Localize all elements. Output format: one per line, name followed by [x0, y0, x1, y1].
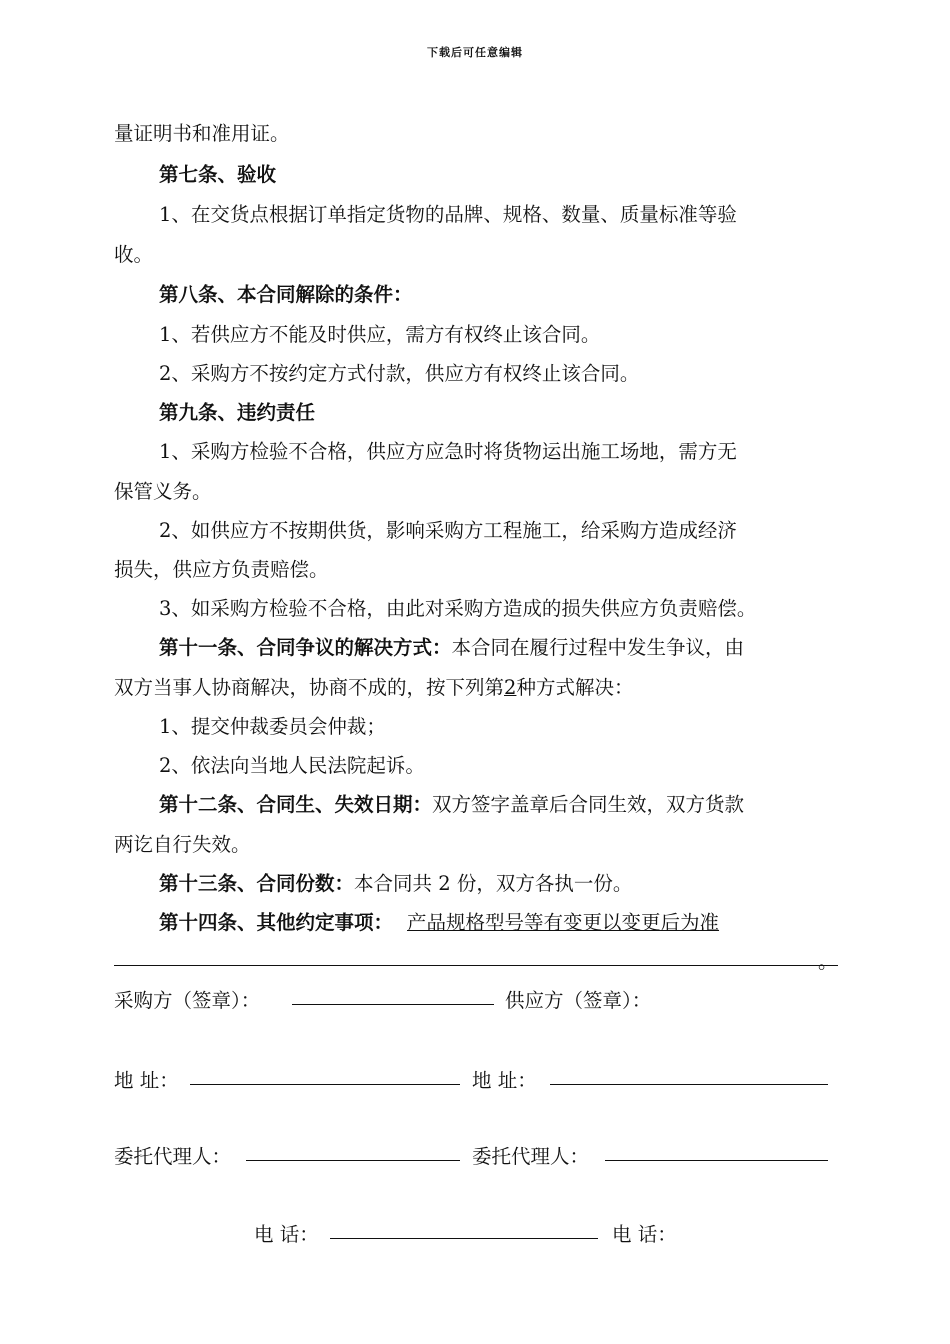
supplier-agent-line [605, 1160, 828, 1161]
article-11-line-2 [114, 672, 633, 700]
article-8-item-2: 2、采购方不按约定方式付款，供应方有权终止该合同。 [159, 362, 640, 385]
article-9-item-1-cont: 保管义务。 [114, 480, 212, 503]
article-13-title: 第十三条、合同份数： [159, 872, 355, 895]
article-11-option-number: 2 [504, 676, 517, 699]
article-11-text: 本合同在履行过程中发生争议，由 [451, 636, 745, 659]
article-7-item-1: 1、在交货点根据订单指定货物的品牌、规格、数量、质量标准等验 [159, 203, 737, 226]
buyer-signature-line [292, 1004, 494, 1005]
buyer-signature-label: 采购方（签章）： [114, 989, 261, 1012]
buyer-agent-line [246, 1160, 460, 1161]
article-7-item-1-cont: 收。 [114, 243, 154, 266]
fill-line-article-14 [114, 965, 838, 966]
article-11-title: 第十一条、合同争议的解决方式： [159, 636, 452, 659]
supplier-agent-label: 委托代理人： [472, 1145, 590, 1168]
article-7-title: 第七条、验收 [159, 163, 277, 186]
article-11-line [159, 632, 744, 660]
buyer-address-label: 地 址： [114, 1069, 179, 1092]
article-12-text: 双方签字盖章后合同生效，双方货款 [432, 793, 745, 816]
buyer-agent-label: 委托代理人： [114, 1145, 232, 1168]
supplier-phone-label: 电 话： [612, 1223, 677, 1246]
supplier-address-line [550, 1084, 828, 1085]
article-14-title: 第十四条、其他约定事项： [159, 911, 394, 934]
page-header: 下载后可任意编辑 [427, 46, 523, 59]
article-9-item-3: 3、如采购方检验不合格，由此对采购方造成的损失供应方负责赔偿。 [159, 597, 757, 620]
article-14-text: 产品规格型号等有变更以变更后为准 [407, 911, 720, 934]
article-11-item-1: 1、提交仲裁委员会仲裁； [159, 715, 386, 738]
supplier-address-label: 地 址： [472, 1069, 537, 1092]
article-8-title: 第八条、本合同解除的条件： [159, 283, 413, 306]
article-13-line [159, 868, 632, 896]
article-12-line-2: 两讫自行失效。 [114, 833, 251, 856]
article-14-line [159, 907, 719, 935]
article-9-item-1: 1、采购方检验不合格，供应方应急时将货物运出施工场地，需方无 [159, 440, 737, 463]
buyer-phone-line [330, 1238, 598, 1239]
supplier-signature-label: 供应方（签章）： [505, 989, 652, 1012]
article-9-item-2-cont: 损失，供应方负责赔偿。 [114, 558, 329, 581]
article-9-item-2: 2、如供应方不按期供货，影响采购方工程施工，给采购方造成经济 [159, 519, 737, 542]
article-13-text: 本合同共 2 份，双方各执一份。 [354, 872, 633, 895]
article-9-title: 第九条、违约责任 [159, 401, 316, 424]
article-12-line [159, 789, 744, 817]
buyer-address-line [190, 1084, 460, 1085]
article-12-title: 第十二条、合同生、失效日期： [159, 793, 433, 816]
paragraph-continuation: 量证明书和准用证。 [114, 122, 290, 145]
article-11-item-2: 2、依法向当地人民法院起诉。 [159, 754, 425, 777]
article-14-end: 。 [818, 950, 838, 973]
buyer-phone-label: 电 话： [254, 1223, 319, 1246]
article-8-item-1: 1、若供应方不能及时供应，需方有权终止该合同。 [159, 323, 601, 346]
article-11-text-pre: 双方当事人协商解决，协商不成的，按下列第 [114, 676, 505, 699]
article-11-text-post: 种方式解决： [516, 676, 634, 699]
